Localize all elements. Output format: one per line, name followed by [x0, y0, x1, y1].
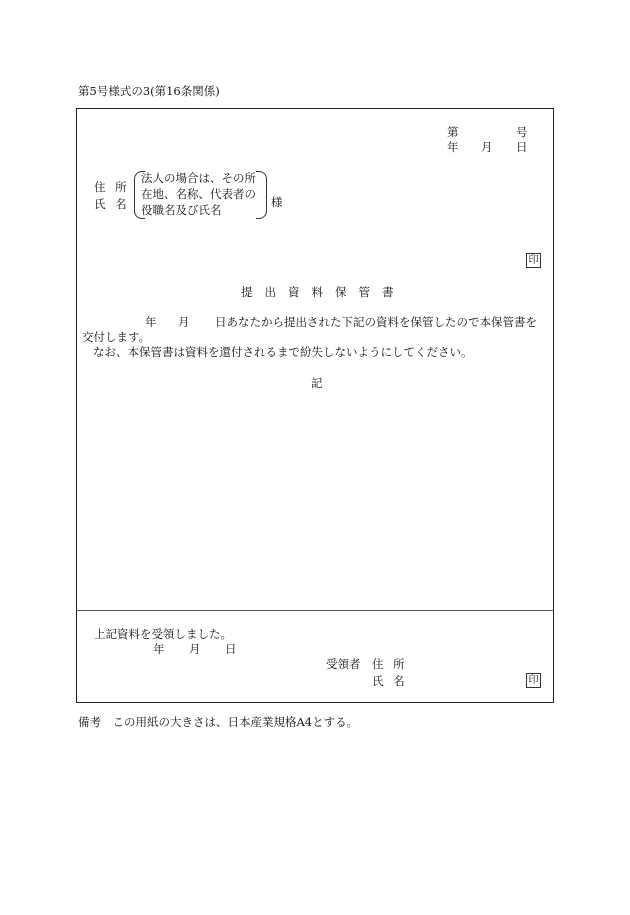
number-suffix: 号: [516, 125, 528, 139]
seal-mark-receiver: 印: [526, 673, 541, 688]
body-line2: 交付します。: [82, 330, 151, 344]
corporate-note-line1: 法人の場合は、その所: [141, 171, 256, 185]
issue-year: 年: [447, 140, 459, 154]
receipt-month: 月: [189, 642, 201, 656]
receiver-label: 受領者: [326, 657, 361, 671]
receipt-statement: 上記資料を受領しました。: [94, 627, 232, 641]
receipt-year: 年: [153, 642, 165, 656]
ki-marker: 記: [311, 376, 323, 390]
issue-day: 日: [516, 140, 528, 154]
footnote: 備考 この用紙の大きさは、日本産業規格A4とする。: [78, 715, 359, 729]
form-number-header: 第5号様式の3(第16条関係): [78, 84, 220, 98]
addressee-name-label: 氏 名: [94, 197, 127, 211]
receiver-address-label: 住 所: [372, 657, 405, 671]
receipt-divider: [76, 610, 554, 611]
body-line3: なお、本保管書は資料を還付されるまで紛失しないようにしてください。: [93, 345, 473, 359]
document-title: 提出資料保管書: [241, 285, 406, 299]
body-month: 月: [178, 315, 190, 329]
number-prefix: 第: [447, 125, 459, 139]
corporate-note-line3: 役職名及び氏名: [141, 203, 222, 217]
body-line1: 日あなたから提出された下記の資料を保管したので本保管書を: [215, 315, 537, 329]
honorific-sama: 様: [271, 195, 283, 209]
issue-month: 月: [481, 140, 493, 154]
body-year: 年: [145, 315, 157, 329]
seal-mark-issuer: 印: [526, 253, 541, 268]
corporate-note-line2: 在地、名称、代表者の: [141, 187, 256, 201]
receiver-name-label: 氏 名: [372, 674, 405, 688]
right-bracket: [256, 171, 267, 219]
addressee-address-label: 住 所: [94, 180, 127, 194]
receipt-day: 日: [225, 642, 237, 656]
